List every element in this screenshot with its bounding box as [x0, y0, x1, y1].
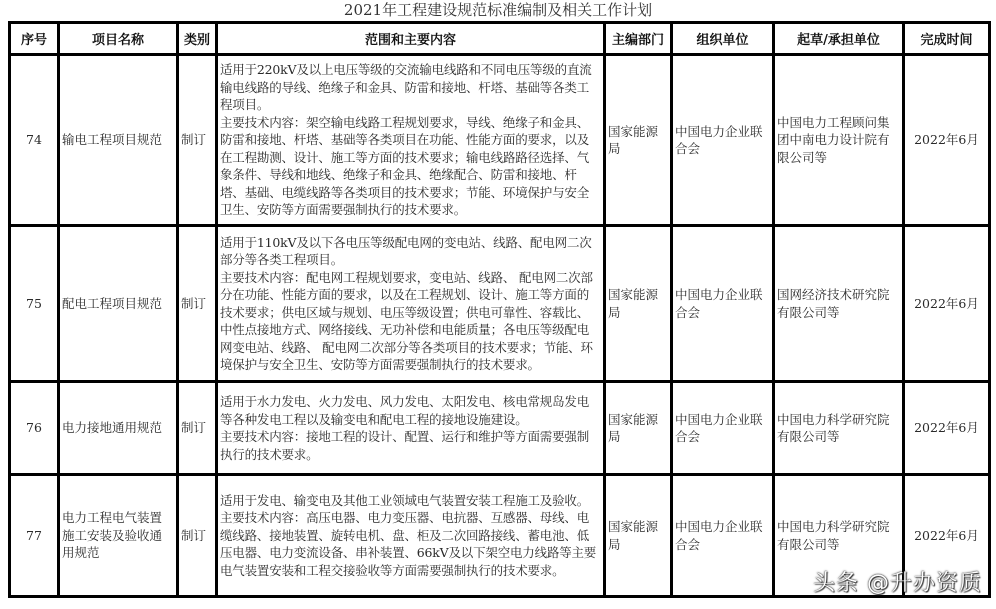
row-org: 中国电力企业联合会	[672, 226, 774, 382]
scope-main: 主要技术内容：架空输电线路工程规划要求，导线、绝缘子和金具、防雷和接地、杆塔、基础等各类项目在功能、性能方面的要求，以及在工程勘测、设计、施工等方面的技术要求；输电线路路径选择、气象条件、导线和地线、绝缘子和金具、绝缘配合、防雷和接地、杆塔、基础、电缆线路等各类项目的技术要求；节能、环境保护与安全卫生、安防等方面需要强制执行的技术要求。	[220, 114, 590, 218]
row-type: 制订	[178, 226, 217, 382]
row-date: 2022年6月	[904, 55, 990, 226]
row-org: 中国电力企业联合会	[672, 55, 774, 226]
row-name: 电力接地通用规范	[59, 382, 178, 475]
table-row	[10, 55, 990, 226]
header-date: 完成时间	[904, 23, 990, 55]
scope-main: 主要技术内容：配电网工程规划要求，变电站、线路、 配电网二次部分在功能、性能方面的要求，以及在工程规划、设计、施工等方面的技术要求；供电区域与规划、电压等级设置；供电可靠性、容载比、中性点接地方式、网络接线、无功补偿和电能质量；各电压等级配电网变电站、线路、 配电网二次部分等各类项目的技术要求；节能、环境保护与安全卫生、安防等方面需要强制执行的技术要求。	[220, 269, 593, 372]
row-scope	[217, 226, 605, 382]
header-dept: 主编部门	[605, 23, 672, 55]
row-date: 2022年6月	[904, 475, 990, 597]
header-drafter: 起草/承担单位	[774, 23, 904, 55]
row-drafter: 国网经济技术研究院有限公司等	[774, 226, 904, 382]
header-org: 组织单位	[672, 23, 774, 55]
row-name: 电力工程电气装置施工安装及验收通用规范	[59, 475, 178, 597]
scope-main: 主要技术内容：高压电器、电力变压器、电抗器、互感器、母线、电缆线路、接地装置、旋转电机、盘、柜及二次回路接线、蓄电池、低压电器、电力变流设备、串补装置、66kV及以下架空电力线路等主要电气装置安装和工程交接验收等方面需要强制执行的技术要求。	[220, 510, 597, 578]
row-num: 74	[10, 55, 59, 226]
row-drafter: 中国电力科学研究院有限公司等	[774, 475, 904, 597]
row-num: 77	[10, 475, 59, 597]
row-type: 制订	[178, 382, 217, 475]
row-scope	[217, 475, 605, 597]
row-scope	[217, 382, 605, 475]
table-header-row	[10, 23, 990, 55]
row-org: 中国电力企业联合会	[672, 382, 774, 475]
row-dept: 国家能源局	[605, 55, 672, 226]
document-title: 2021年工程建设规范标准编制及相关工作计划	[343, 1, 653, 19]
row-num: 75	[10, 226, 59, 382]
row-type: 制订	[178, 475, 217, 597]
row-drafter: 中国电力科学研究院有限公司等	[774, 382, 904, 475]
plan-table	[8, 21, 991, 598]
row-date: 2022年6月	[904, 382, 990, 475]
row-dept: 国家能源局	[605, 475, 672, 597]
header-scope: 范围和主要内容	[217, 23, 605, 55]
row-date: 2022年6月	[904, 226, 990, 382]
scope-applicable: 适用于水力发电、火力发电、风力发电、太阳发电、核电常规岛发电等各种发电工程以及输变电和配电工程的接地设施建设。	[220, 394, 590, 427]
row-type: 制订	[178, 55, 217, 226]
row-dept: 国家能源局	[605, 382, 672, 475]
scope-applicable: 适用于220kV及以上电压等级的交流输电线路和不同电压等级的直流输电线路的导线、绝缘子和金具、防雷和接地、杆塔、基础等各类工程项目。	[220, 62, 592, 113]
header-num: 序号	[10, 23, 59, 55]
table-row	[10, 226, 990, 382]
scope-applicable: 适用于110kV及以下各电压等级配电网的变电站、线路、配电网二次部分等各类工程项目。	[220, 234, 592, 267]
table-row	[10, 382, 990, 475]
header-type: 类别	[178, 23, 217, 55]
row-name: 输电工程项目规范	[59, 55, 178, 226]
row-dept: 国家能源局	[605, 226, 672, 382]
row-name: 配电工程项目规范	[59, 226, 178, 382]
row-scope	[217, 55, 605, 226]
watermark: 头条 @升办资质	[813, 571, 982, 596]
row-num: 76	[10, 382, 59, 475]
row-org: 中国电力企业联合会	[672, 475, 774, 597]
header-name: 项目名称	[59, 23, 178, 55]
row-drafter: 中国电力工程顾问集团中南电力设计院有限公司等	[774, 55, 904, 226]
scope-main: 主要技术内容：接地工程的设计、配置、运行和维护等方面需要强制执行的技术要求。	[220, 429, 590, 462]
scope-applicable: 适用于发电、输变电及其他工业领域电气装置安装工程施工及验收。	[220, 492, 590, 508]
